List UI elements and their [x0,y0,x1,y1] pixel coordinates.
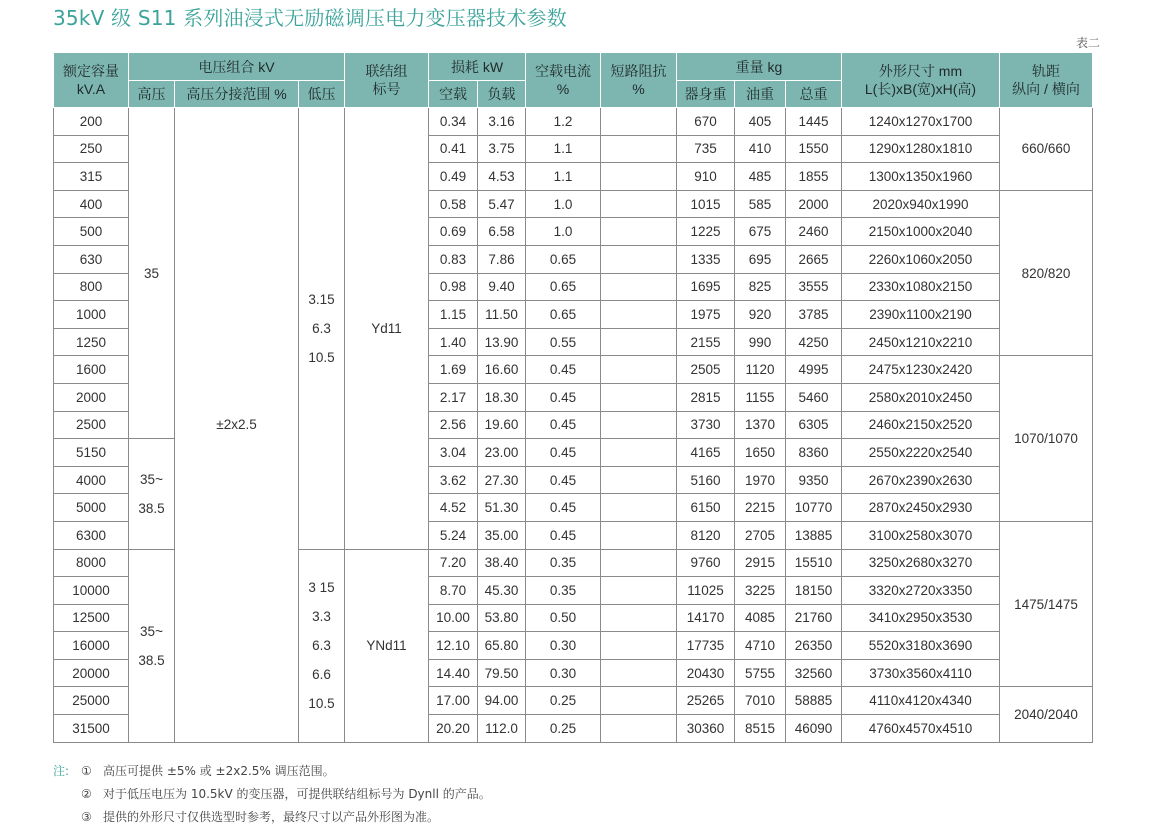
oil-weight-cell: 485 [735,163,786,191]
capacity-cell: 2500 [54,411,129,439]
capacity-cell: 31500 [54,715,129,743]
note-item [81,762,335,779]
total-weight-cell: 8360 [786,439,842,467]
notes-label: 注: [53,764,70,778]
noload-loss-cell: 8.70 [429,577,478,605]
total-weight-cell: 26350 [786,632,842,660]
noload-current-cell: 0.45 [526,466,601,494]
header-capacity [54,53,129,108]
total-weight-cell: 15510 [786,549,842,577]
oil-weight-cell: 410 [735,135,786,163]
oil-weight-cell: 2215 [735,494,786,522]
noload-loss-cell: 7.20 [429,549,478,577]
header-noload-current [526,53,601,108]
capacity-cell: 200 [54,108,129,136]
oil-weight-cell: 5755 [735,659,786,687]
load-loss-cell: 79.50 [478,659,526,687]
header-dimensions [842,53,1000,108]
oil-weight-cell: 2705 [735,521,786,549]
impedance-cell [601,328,677,356]
capacity-cell: 5150 [54,439,129,467]
noload-current-cell: 1.0 [526,190,601,218]
load-loss-cell: 4.53 [478,163,526,191]
oil-weight-cell: 405 [735,108,786,136]
header-hv: 高压 [129,81,175,108]
load-loss-cell: 3.16 [478,108,526,136]
tap-range-cell: ±2x2.5 [175,108,299,743]
noload-current-cell: 0.45 [526,494,601,522]
header-vector-label-2: 标号 [372,81,401,97]
noload-loss-cell: 0.58 [429,190,478,218]
dimensions-cell: 3410x2950x3530 [842,604,1000,632]
body-weight-cell: 8120 [677,521,735,549]
noload-current-cell: 0.30 [526,659,601,687]
load-loss-cell: 65.80 [478,632,526,660]
hv-cell-line: 35~ [140,623,163,639]
header-impedance-label: 短路阻抗 [610,63,667,79]
note-text: 对于低压电压为 10.5kV 的变压器，可提供联结组标号为 Dynll 的产品。 [103,787,491,801]
dimensions-cell: 1290x1280x1810 [842,135,1000,163]
capacity-cell: 400 [54,190,129,218]
spec-table-body [54,108,1093,743]
total-weight-cell: 4995 [786,356,842,384]
hv-cell-line: 38.5 [138,500,165,516]
lv-cell-line: 10.5 [308,696,335,712]
body-weight-cell: 17735 [677,632,735,660]
noload-current-cell: 0.35 [526,549,601,577]
lv-cell-line: 6.6 [312,667,331,683]
oil-weight-cell: 1155 [735,383,786,411]
load-loss-cell: 19.60 [478,411,526,439]
header-impedance-unit: % [632,81,645,97]
lv-cell-line: 10.5 [308,349,335,365]
oil-weight-cell: 3225 [735,577,786,605]
dimensions-cell: 4760x4570x4510 [842,715,1000,743]
noload-current-cell: 0.35 [526,577,601,605]
load-loss-cell: 11.50 [478,301,526,329]
noload-loss-cell: 2.56 [429,411,478,439]
impedance-cell [601,383,677,411]
dimensions-cell: 2390x1100x2190 [842,301,1000,329]
total-weight-cell: 2665 [786,245,842,273]
dimensions-cell: 3320x2720x3350 [842,577,1000,605]
total-weight-cell: 9350 [786,466,842,494]
noload-loss-cell: 0.34 [429,108,478,136]
oil-weight-cell: 2915 [735,549,786,577]
impedance-cell [601,356,677,384]
header-tap-range: 高压分接范围 % [175,81,299,108]
noload-loss-cell: 10.00 [429,604,478,632]
total-weight-cell: 3555 [786,273,842,301]
noload-loss-cell: 1.15 [429,301,478,329]
load-loss-cell: 16.60 [478,356,526,384]
body-weight-cell: 14170 [677,604,735,632]
noload-current-cell: 0.45 [526,383,601,411]
header-dimensions-sub: L(长)xB(宽)xH(高) [864,81,977,97]
dimensions-cell: 3730x3560x4110 [842,659,1000,687]
body-weight-cell: 2155 [677,328,735,356]
dimensions-cell: 1240x1270x1700 [842,108,1000,136]
capacity-cell: 315 [54,163,129,191]
oil-weight-cell: 1970 [735,466,786,494]
load-loss-cell: 94.00 [478,687,526,715]
header-total-weight: 总重 [786,81,842,108]
oil-weight-cell: 585 [735,190,786,218]
lv-cell-line: 3.15 [308,291,335,307]
noload-loss-cell: 3.04 [429,439,478,467]
capacity-cell: 20000 [54,659,129,687]
header-capacity-unit: kV.A [76,81,106,97]
dimensions-cell: 3250x2680x3270 [842,549,1000,577]
noload-loss-cell: 1.40 [429,328,478,356]
impedance-cell [601,715,677,743]
gauge-cell: 2040/2040 [1000,687,1093,742]
noload-current-cell: 0.45 [526,356,601,384]
noload-loss-cell: 0.41 [429,135,478,163]
spec-table [53,52,1093,743]
header-dimensions-label: 外形尺寸 mm [878,63,963,79]
hv-cell [129,549,175,742]
total-weight-cell: 46090 [786,715,842,743]
dimensions-cell: 2330x1080x2150 [842,273,1000,301]
total-weight-cell: 2460 [786,218,842,246]
capacity-cell: 250 [54,135,129,163]
load-loss-cell: 45.30 [478,577,526,605]
dimensions-cell: 3100x2580x3070 [842,521,1000,549]
vector-group-cell: YNd11 [345,549,429,742]
impedance-cell [601,494,677,522]
total-weight-cell: 1445 [786,108,842,136]
gauge-cell: 660/660 [1000,108,1093,191]
noload-loss-cell: 0.69 [429,218,478,246]
lv-cell [299,108,345,550]
capacity-cell: 8000 [54,549,129,577]
capacity-cell: 4000 [54,466,129,494]
capacity-cell: 16000 [54,632,129,660]
noload-loss-cell: 2.17 [429,383,478,411]
dimensions-cell: 4110x4120x4340 [842,687,1000,715]
noload-current-cell: 0.45 [526,521,601,549]
noload-loss-cell: 0.98 [429,273,478,301]
impedance-cell [601,411,677,439]
oil-weight-cell: 8515 [735,715,786,743]
load-loss-cell: 27.30 [478,466,526,494]
oil-weight-cell: 1650 [735,439,786,467]
dimensions-cell: 2260x1060x2050 [842,245,1000,273]
body-weight-cell: 20430 [677,659,735,687]
impedance-cell [601,439,677,467]
noload-current-cell: 0.25 [526,715,601,743]
header-vector-label: 联结组 [365,63,408,79]
header-gauge-sub: 纵向 / 横向 [1012,81,1080,97]
dimensions-cell: 5520x3180x3690 [842,632,1000,660]
load-loss-cell: 38.40 [478,549,526,577]
noload-loss-cell: 14.40 [429,659,478,687]
impedance-cell [601,577,677,605]
header-load-loss: 负载 [478,81,526,108]
oil-weight-cell: 7010 [735,687,786,715]
total-weight-cell: 18150 [786,577,842,605]
header-gauge-label: 轨距 [1032,63,1060,79]
header-vector-group [345,53,429,108]
body-weight-cell: 1975 [677,301,735,329]
capacity-cell: 12500 [54,604,129,632]
dimensions-cell: 2150x1000x2040 [842,218,1000,246]
noload-current-cell: 0.30 [526,632,601,660]
dimensions-cell: 2550x2220x2540 [842,439,1000,467]
load-loss-cell: 18.30 [478,383,526,411]
body-weight-cell: 2815 [677,383,735,411]
load-loss-cell: 5.47 [478,190,526,218]
header-noload-current-unit: % [556,81,570,97]
noload-current-cell: 0.65 [526,245,601,273]
body-weight-cell: 1695 [677,273,735,301]
capacity-cell: 1250 [54,328,129,356]
body-weight-cell: 670 [677,108,735,136]
impedance-cell [601,108,677,136]
noload-loss-cell: 0.49 [429,163,478,191]
oil-weight-cell: 675 [735,218,786,246]
oil-weight-cell: 1120 [735,356,786,384]
capacity-cell: 1000 [54,301,129,329]
lv-cell-line: 3.3 [312,609,331,625]
oil-weight-cell: 990 [735,328,786,356]
body-weight-cell: 11025 [677,577,735,605]
dimensions-cell: 2460x2150x2520 [842,411,1000,439]
total-weight-cell: 13885 [786,521,842,549]
noload-current-cell: 0.25 [526,687,601,715]
oil-weight-cell: 695 [735,245,786,273]
oil-weight-cell: 825 [735,273,786,301]
body-weight-cell: 4165 [677,439,735,467]
impedance-cell [601,190,677,218]
note-number: ③ [81,810,92,824]
impedance-cell [601,135,677,163]
load-loss-cell: 53.80 [478,604,526,632]
total-weight-cell: 6305 [786,411,842,439]
vector-group-cell: Yd11 [345,108,429,550]
header-noload-loss: 空载 [429,81,478,108]
body-weight-cell: 9760 [677,549,735,577]
header-loss: 损耗 kW [429,53,526,81]
body-weight-cell: 3730 [677,411,735,439]
noload-loss-cell: 5.24 [429,521,478,549]
impedance-cell [601,218,677,246]
hv-cell-line: 38.5 [138,652,165,668]
total-weight-cell: 3785 [786,301,842,329]
total-weight-cell: 5460 [786,383,842,411]
body-weight-cell: 2505 [677,356,735,384]
noload-loss-cell: 20.20 [429,715,478,743]
dimensions-cell: 2020x940x1990 [842,190,1000,218]
load-loss-cell: 35.00 [478,521,526,549]
capacity-cell: 25000 [54,687,129,715]
capacity-cell: 500 [54,218,129,246]
header-body-weight: 器身重 [677,81,735,108]
noload-loss-cell: 4.52 [429,494,478,522]
dimensions-cell: 2870x2450x2930 [842,494,1000,522]
impedance-cell [601,301,677,329]
total-weight-cell: 32560 [786,659,842,687]
body-weight-cell: 5160 [677,466,735,494]
noload-loss-cell: 1.69 [429,356,478,384]
lv-cell-line: 3 15 [308,580,335,596]
body-weight-cell: 735 [677,135,735,163]
noload-current-cell: 0.65 [526,301,601,329]
note-text: 提供的外形尺寸仅供选型时参考，最终尺寸以产品外形图为准。 [103,810,440,824]
impedance-cell [601,245,677,273]
note-number: ① [81,764,92,778]
noload-current-cell: 0.65 [526,273,601,301]
gauge-cell: 820/820 [1000,190,1093,356]
table-row [54,108,1093,136]
capacity-cell: 800 [54,273,129,301]
noload-current-cell: 1.2 [526,108,601,136]
body-weight-cell: 30360 [677,715,735,743]
oil-weight-cell: 920 [735,301,786,329]
impedance-cell [601,632,677,660]
note-number: ② [81,787,92,801]
load-loss-cell: 112.0 [478,715,526,743]
noload-loss-cell: 0.83 [429,245,478,273]
page-title: 35kV 级 S11 系列油浸式无励磁调压电力变压器技术参数 [53,6,567,30]
body-weight-cell: 25265 [677,687,735,715]
capacity-cell: 2000 [54,383,129,411]
header-impedance [601,53,677,108]
header-noload-current-label: 空载电流 [535,63,591,79]
noload-current-cell: 0.45 [526,439,601,467]
dimensions-cell: 1300x1350x1960 [842,163,1000,191]
total-weight-cell: 2000 [786,190,842,218]
impedance-cell [601,466,677,494]
impedance-cell [601,521,677,549]
header-capacity-label: 额定容量 [63,63,119,79]
total-weight-cell: 4250 [786,328,842,356]
lv-cell-line: 6.3 [312,638,331,654]
impedance-cell [601,549,677,577]
impedance-cell [601,163,677,191]
note-text: 高压可提供 ±5% 或 ±2x2.5% 调压范围。 [103,764,335,778]
noload-loss-cell: 3.62 [429,466,478,494]
header-lv: 低压 [299,81,345,108]
capacity-cell: 630 [54,245,129,273]
gauge-cell: 1475/1475 [1000,521,1093,687]
hv-cell [129,439,175,549]
load-loss-cell: 13.90 [478,328,526,356]
hv-cell-line: 35~ [140,471,163,487]
total-weight-cell: 21760 [786,604,842,632]
noload-current-cell: 1.1 [526,135,601,163]
body-weight-cell: 910 [677,163,735,191]
noload-current-cell: 0.55 [526,328,601,356]
header-voltage-group: 电压组合 kV [129,53,345,81]
gauge-cell: 1070/1070 [1000,356,1093,522]
impedance-cell [601,604,677,632]
note-item [81,785,491,802]
table-number: 表二 [1075,36,1100,50]
load-loss-cell: 51.30 [478,494,526,522]
total-weight-cell: 58885 [786,687,842,715]
load-loss-cell: 7.86 [478,245,526,273]
header-oil-weight: 油重 [735,81,786,108]
dimensions-cell: 2580x2010x2450 [842,383,1000,411]
dimensions-cell: 2450x1210x2210 [842,328,1000,356]
noload-current-cell: 0.45 [526,411,601,439]
body-weight-cell: 1015 [677,190,735,218]
total-weight-cell: 1550 [786,135,842,163]
note-item [81,808,439,825]
oil-weight-cell: 1370 [735,411,786,439]
load-loss-cell: 6.58 [478,218,526,246]
oil-weight-cell: 4085 [735,604,786,632]
capacity-cell: 5000 [54,494,129,522]
header-weight: 重量 kg [677,53,842,81]
body-weight-cell: 6150 [677,494,735,522]
impedance-cell [601,659,677,687]
capacity-cell: 10000 [54,577,129,605]
impedance-cell [601,687,677,715]
noload-loss-cell: 12.10 [429,632,478,660]
impedance-cell [601,273,677,301]
noload-current-cell: 1.1 [526,163,601,191]
noload-current-cell: 1.0 [526,218,601,246]
capacity-cell: 1600 [54,356,129,384]
lv-cell [299,549,345,742]
noload-loss-cell: 17.00 [429,687,478,715]
hv-cell: 35 [129,108,175,439]
oil-weight-cell: 4710 [735,632,786,660]
lv-cell-line: 6.3 [312,320,331,336]
body-weight-cell: 1225 [677,218,735,246]
header-gauge [1000,53,1093,108]
dimensions-cell: 2475x1230x2420 [842,356,1000,384]
noload-current-cell: 0.50 [526,604,601,632]
load-loss-cell: 3.75 [478,135,526,163]
dimensions-cell: 2670x2390x2630 [842,466,1000,494]
body-weight-cell: 1335 [677,245,735,273]
total-weight-cell: 10770 [786,494,842,522]
capacity-cell: 6300 [54,521,129,549]
total-weight-cell: 1855 [786,163,842,191]
load-loss-cell: 23.00 [478,439,526,467]
load-loss-cell: 9.40 [478,273,526,301]
